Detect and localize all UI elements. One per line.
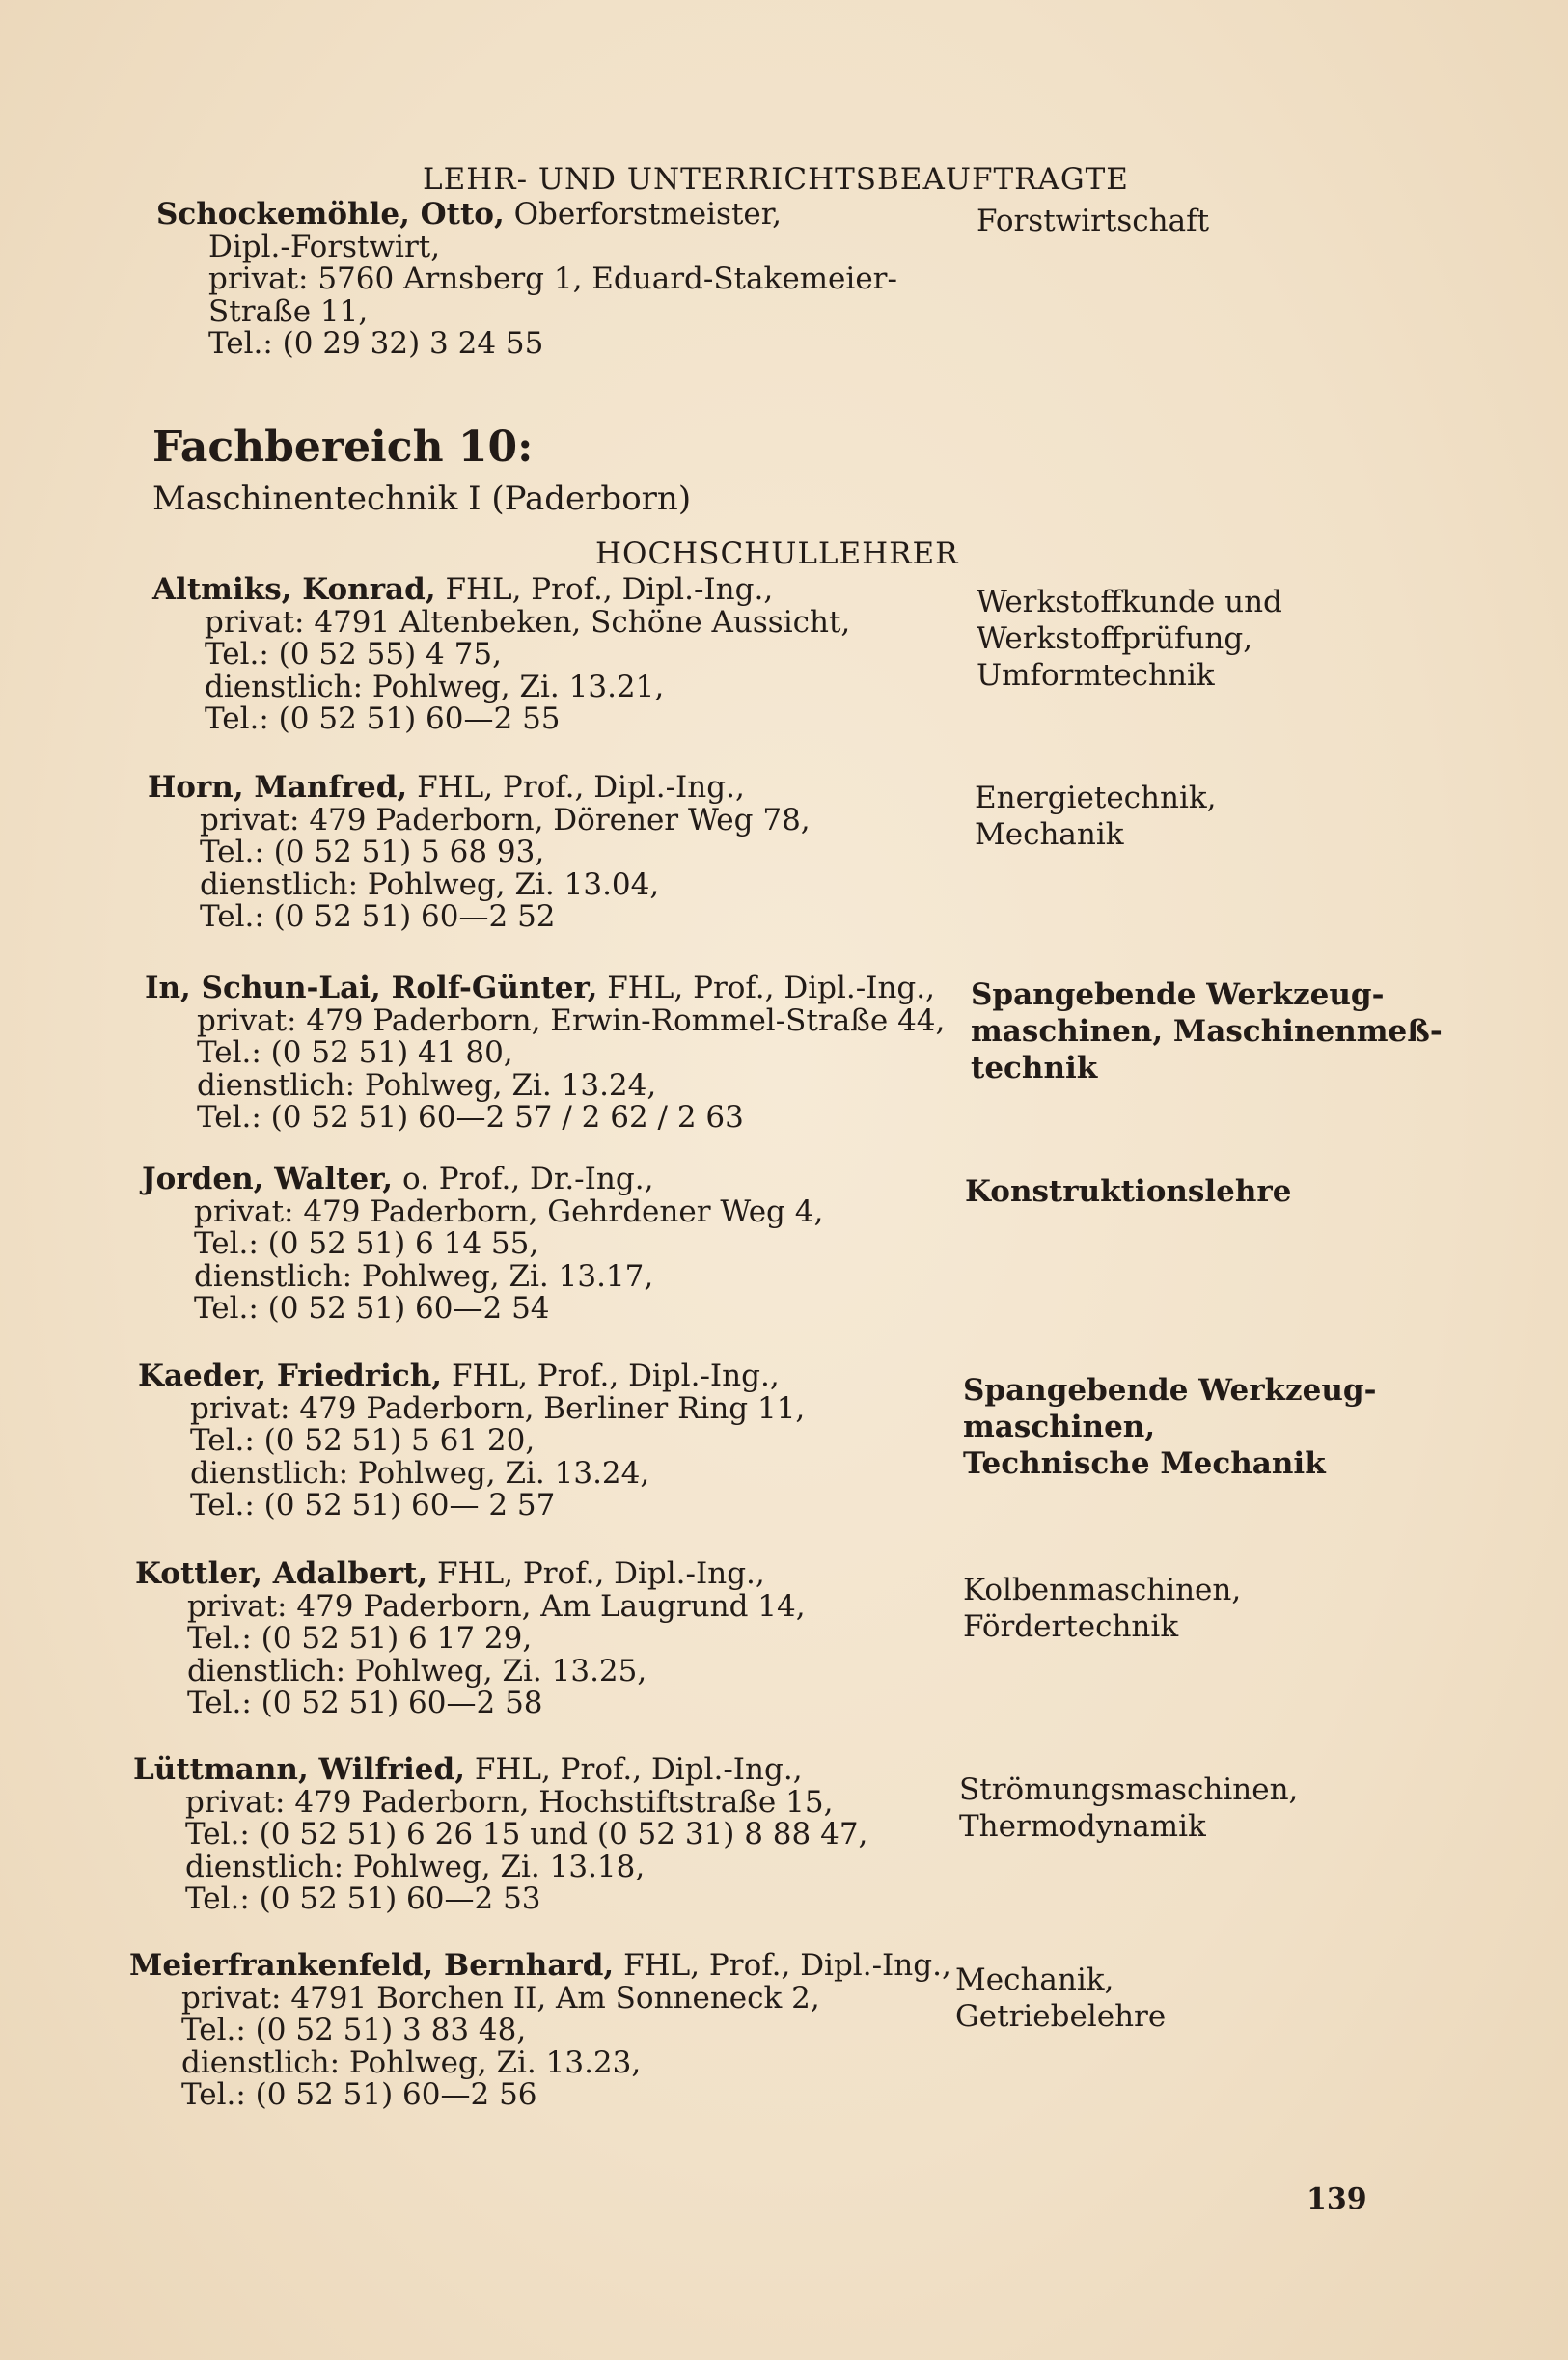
entry-office-phone: Tel.: (0 52 51) 60— 2 57 xyxy=(190,1488,556,1523)
entry-title: FHL, Prof., Dipl.-Ing., xyxy=(597,971,935,1005)
entry-private-address: privat: 479 Paderborn, Hochstiftstraße 15, xyxy=(185,1784,834,1820)
entry-private-address-cont: Straße 11, xyxy=(208,293,369,329)
entry-private-phone: Tel.: (0 52 51) 41 80, xyxy=(197,1035,513,1070)
entry-office: dienstlich: Pohlweg, Zi. 13.17, xyxy=(194,1258,654,1294)
subject-line: Umformtechnik xyxy=(977,658,1215,693)
subject-line: Werkstoffkunde und xyxy=(977,585,1282,619)
subject-line: Strömungsmaschinen, xyxy=(959,1772,1299,1807)
entry-private-phone: Tel.: (0 52 55) 4 75, xyxy=(205,637,502,672)
entry-office: dienstlich: Pohlweg, Zi. 13.04, xyxy=(200,866,660,902)
subject-jorden xyxy=(965,1173,1291,1210)
entry-office: dienstlich: Pohlweg, Zi. 13.25, xyxy=(187,1653,647,1688)
entry-name: Horn, Manfred, xyxy=(148,770,408,805)
entry-private-phone: Tel.: (0 52 51) 5 68 93, xyxy=(200,835,545,869)
entry-office: dienstlich: Pohlweg, Zi. 13.23, xyxy=(181,2044,642,2080)
entry-private-phone: Tel.: (0 52 51) 6 14 55, xyxy=(194,1226,539,1261)
entry-private-address: privat: 4791 Altenbeken, Schöne Aussicht, xyxy=(205,604,851,640)
entry-title: FHL, Prof., Dipl.-Ing., xyxy=(442,1358,780,1393)
entry-name: Kaeder, Friedrich, xyxy=(138,1358,443,1393)
entry-luettmann xyxy=(133,1754,867,1916)
entry-degree: Dipl.-Forstwirt, xyxy=(208,229,441,264)
subject-line: maschinen, xyxy=(963,1410,1156,1444)
entry-name: Kottler, Adalbert, xyxy=(135,1556,428,1591)
entry-office-phone: Tel.: (0 52 51) 60—2 53 xyxy=(185,1881,541,1916)
subject-line: Spangebende Werkzeug- xyxy=(963,1373,1377,1408)
entry-in-schun-lai xyxy=(145,973,945,1135)
entry-title: FHL, Prof., Dipl.-Ing., xyxy=(464,1752,803,1787)
entry-name: Lüttmann, Wilfried, xyxy=(133,1752,465,1787)
subject-luettmann xyxy=(959,1771,1298,1845)
subject-line: Mechanik, xyxy=(955,1962,1114,1997)
subject-in-schun-lai xyxy=(971,976,1443,1086)
entry-name: Meierfrankenfeld, Bernhard, xyxy=(129,1948,615,1983)
entry-private-address: privat: 479 Paderborn, Am Laugrund 14, xyxy=(187,1588,806,1624)
entry-private-address: privat: 479 Paderborn, Gehrdener Weg 4, xyxy=(194,1194,824,1229)
subject-line: Technische Mechanik xyxy=(963,1446,1326,1481)
entry-meierfrankenfeld xyxy=(129,1950,951,2112)
subject-line: Forstwirtschaft xyxy=(977,204,1210,238)
entry-office-phone: Tel.: (0 52 51) 60—2 57 / 2 62 / 2 63 xyxy=(197,1100,744,1135)
subject-line: maschinen, Maschinenmeß- xyxy=(971,1014,1443,1049)
entry-private-address: privat: 479 Paderborn, Dörener Weg 78, xyxy=(200,802,811,837)
entry-office-phone: Tel.: (0 52 51) 60—2 56 xyxy=(181,2077,537,2112)
entry-private-address: privat: 479 Paderborn, Berliner Ring 11, xyxy=(190,1390,806,1426)
entry-office-phone: Tel.: (0 52 51) 60—2 58 xyxy=(187,1686,543,1720)
entry-title: FHL, Prof., Dipl.-Ing., xyxy=(614,1948,951,1983)
entry-private-address: privat: 479 Paderborn, Erwin-Rommel-Straße 44, xyxy=(197,1002,946,1038)
subject-line: Fördertechnik xyxy=(963,1609,1179,1644)
subject-kottler xyxy=(963,1572,1241,1645)
subject-horn xyxy=(975,780,1217,853)
page-number: 139 xyxy=(1307,2182,1367,2216)
entry-private-address: privat: 4791 Borchen II, Am Sonneneck 2, xyxy=(181,1980,820,2016)
subject-altmiks xyxy=(977,584,1282,694)
entry-office-phone: Tel.: (0 52 51) 60—2 52 xyxy=(200,899,556,934)
entry-private-address: privat: 5760 Arnsberg 1, Eduard-Stakemeier- xyxy=(208,261,897,296)
entry-phone: Tel.: (0 29 32) 3 24 55 xyxy=(208,326,544,361)
subject-line: Mechanik xyxy=(975,817,1124,852)
fachbereich-title: Fachbereich 10: xyxy=(152,423,534,472)
subject-line: technik xyxy=(971,1051,1098,1085)
entry-title: FHL, Prof., Dipl.-Ing., xyxy=(427,1556,765,1591)
entry-horn xyxy=(148,772,811,934)
subject-meierfrankenfeld xyxy=(955,1962,1166,2035)
subject-line: Getriebelehre xyxy=(955,1999,1167,2034)
subject-schockemoehle xyxy=(977,203,1209,239)
entry-private-phone: Tel.: (0 52 51) 6 17 29, xyxy=(187,1621,533,1656)
entry-private-phone: Tel.: (0 52 51) 5 61 20, xyxy=(190,1423,536,1458)
entry-name: Altmiks, Konrad, xyxy=(152,572,436,607)
entry-name: In, Schun-Lai, Rolf-Günter, xyxy=(145,971,598,1005)
subject-line: Spangebende Werkzeug- xyxy=(971,977,1385,1012)
entry-private-phone: Tel.: (0 52 51) 3 83 48, xyxy=(181,2013,527,2047)
entry-altmiks xyxy=(152,574,850,736)
entry-private-phone: Tel.: (0 52 51) 6 26 15 und (0 52 31) 8 88 47, xyxy=(185,1817,868,1852)
entry-office: dienstlich: Pohlweg, Zi. 13.18, xyxy=(185,1849,646,1884)
fachbereich-subtitle: Maschinentechnik I (Paderborn) xyxy=(152,480,692,518)
subject-line: Energietechnik, xyxy=(975,781,1217,815)
entry-office: dienstlich: Pohlweg, Zi. 13.21, xyxy=(205,669,665,704)
entry-name: Jorden, Walter, xyxy=(142,1162,394,1196)
entry-jorden xyxy=(142,1164,823,1326)
entry-office: dienstlich: Pohlweg, Zi. 13.24, xyxy=(190,1455,650,1491)
entry-title: FHL, Prof., Dipl.-Ing., xyxy=(407,770,745,805)
entry-title: FHL, Prof., Dipl.-Ing., xyxy=(435,572,774,607)
section-header-lehrbeauftragte: LEHR- UND UNTERRICHTSBEAUFTRAGTE xyxy=(423,162,1129,197)
entry-title: o. Prof., Dr.-Ing., xyxy=(393,1162,654,1196)
entry-name: Schockemöhle, Otto, xyxy=(156,197,505,232)
entry-title: Oberforstmeister, xyxy=(504,197,783,232)
entry-office-phone: Tel.: (0 52 51) 60—2 55 xyxy=(205,701,561,736)
entry-office: dienstlich: Pohlweg, Zi. 13.24, xyxy=(197,1067,657,1103)
entry-office-phone: Tel.: (0 52 51) 60—2 54 xyxy=(194,1291,550,1326)
entry-kottler xyxy=(135,1558,806,1720)
entry-kaeder xyxy=(138,1360,805,1523)
section-header-hochschullehrer: HOCHSCHULLEHRER xyxy=(595,536,959,571)
subject-line: Konstruktionslehre xyxy=(965,1174,1292,1209)
entry-schockemoehle xyxy=(156,199,897,361)
subject-line: Werkstoffprüfung, xyxy=(977,621,1253,656)
subject-kaeder xyxy=(963,1372,1376,1482)
subject-line: Thermodynamik xyxy=(959,1809,1206,1844)
subject-line: Kolbenmaschinen, xyxy=(963,1573,1242,1607)
